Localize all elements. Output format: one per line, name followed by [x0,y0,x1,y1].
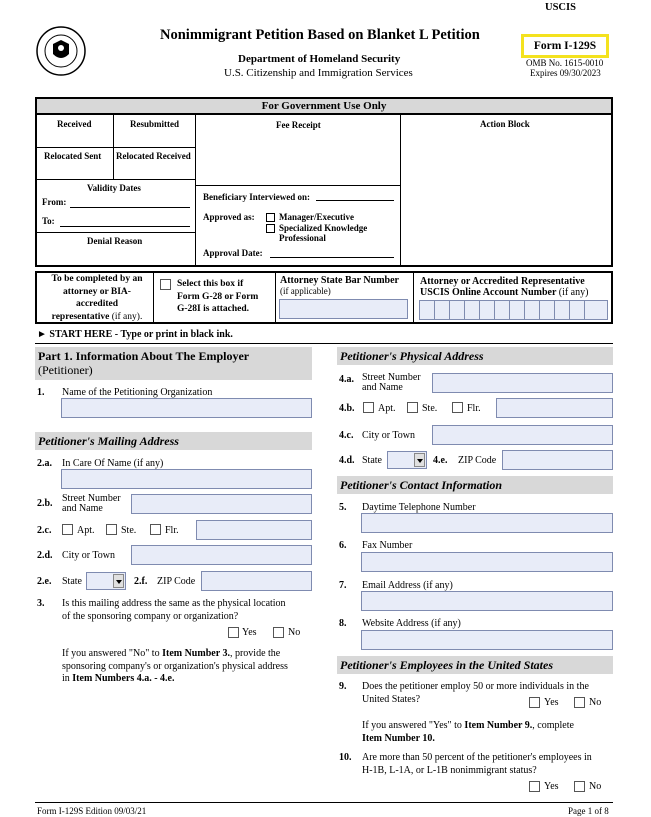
relocated-received-label: Relocated Received [116,151,191,161]
physical-address-heading: Petitioner's Physical Address [337,347,613,365]
chevron-down-icon [113,574,124,588]
item4b-number: 4.b. [339,403,355,414]
employees-heading: Petitioner's Employees in the United States [337,656,613,674]
item3-yes-checkbox[interactable] [228,627,239,638]
form-title: Nonimmigrant Petition Based on Blanket L Petition [160,27,480,43]
mailing-zip-input[interactable] [201,571,312,591]
item6-number: 6. [339,540,347,551]
item10-yes-checkbox[interactable] [529,781,540,792]
item3-no-checkbox[interactable] [273,627,284,638]
g28-attached-checkbox[interactable] [160,279,171,290]
fee-receipt-label: Fee Receipt [276,120,321,130]
item2f-number: 2.f. [134,576,148,587]
bar-number-label: Attorney State Bar Number [280,275,399,286]
item9-instruction: If you answered "Yes" to Item Number 9., complete Item Number 10. [362,720,574,744]
dhs-seal-icon [36,26,86,76]
beneficiary-interviewed-label: Beneficiary Interviewed on: [203,192,310,202]
item4d-number: 4.d. [339,455,355,466]
mailing-flr-label: Flr. [165,525,179,536]
phone-input[interactable] [361,513,613,533]
item3-instruction: If you answered "No" to Item Number 3., provide the sponsoring company's or organization's physical address in Item Numbers 4.a. - 4.e. [62,648,288,684]
website-label: Website Address (if any) [362,618,461,629]
item9-question: Does the petitioner employ 50 or more individuals in the United States? [362,681,589,705]
item3-number: 3. [37,598,45,609]
item9-no-checkbox[interactable] [574,697,585,708]
care-of-input[interactable] [61,469,312,489]
to-label: To: [42,216,55,226]
mailing-unit-input[interactable] [196,520,312,540]
resubmitted-label: Resubmitted [130,119,179,129]
chevron-down-icon [414,453,425,467]
mailing-city-label: City or Town [62,550,116,561]
item2d-number: 2.d. [37,550,53,561]
from-label: From: [42,197,67,207]
professional-label: Professional [279,233,326,243]
item9-number: 9. [339,681,347,692]
mailing-street-label: Street Number and Name [62,493,121,514]
physical-ste-label: Ste. [422,403,438,414]
item4c-number: 4.c. [339,430,354,441]
attorney-completion-note: To be completed by an attorney or BIA- accredited representative (if any). [51,274,143,322]
physical-zip-label: ZIP Code [458,455,497,466]
item10-yes-label: Yes [544,781,559,792]
expiration-date: Expires 09/30/2023 [530,68,601,78]
bar-number-note: (if applicable) [280,286,331,296]
mailing-address-heading: Petitioner's Mailing Address [35,432,312,450]
physical-street-label: Street Number and Name [362,372,421,393]
mailing-ste-checkbox[interactable] [106,524,117,535]
item3-no-label: No [288,627,301,638]
item3-question: Is this mailing address the same as the physical location of the sponsoring company or organization? [62,598,286,622]
physical-unit-input[interactable] [496,398,613,418]
g28-attached-label: Select this box if Form G-28 or Form G-28I is attached. [177,279,259,314]
uscis-label: USCIS [545,2,576,13]
item2c-number: 2.c. [37,525,52,536]
item1-label: Name of the Petitioning Organization [62,387,213,398]
mailing-apt-checkbox[interactable] [62,524,73,535]
part1-heading: Part 1. Information About The Employer (Petitioner) [35,347,312,380]
item10-no-checkbox[interactable] [574,781,585,792]
relocated-sent-label: Relocated Sent [44,151,102,161]
physical-apt-label: Apt. [378,403,396,414]
validity-dates-label: Validity Dates [87,183,141,193]
physical-state-select[interactable] [387,451,427,469]
phone-label: Daytime Telephone Number [362,502,476,513]
item2e-number: 2.e. [37,576,52,587]
footer-page-number: Page 1 of 8 [568,806,609,816]
item4e-number: 4.e. [433,455,448,466]
item10-question: Are more than 50 percent of the petitioner's employees in H-1B, L-1A, or L-1B nonimmigrant status? [362,752,592,776]
mailing-zip-label: ZIP Code [157,576,196,587]
approval-date-label: Approval Date: [203,248,263,258]
item7-number: 7. [339,580,347,591]
fax-input[interactable] [361,552,613,572]
mailing-ste-label: Ste. [121,525,137,536]
item9-yes-checkbox[interactable] [529,697,540,708]
denial-reason-label: Denial Reason [87,236,143,246]
item2b-number: 2.b. [37,498,53,509]
agency-name: U.S. Citizenship and Immigration Services [224,67,413,79]
email-label: Email Address (if any) [362,580,453,591]
received-label: Received [57,119,92,129]
email-input[interactable] [361,591,613,611]
item5-number: 5. [339,502,347,513]
omb-number: OMB No. 1615-0010 [526,58,604,68]
government-use-heading: For Government Use Only [35,97,613,115]
item1-number: 1. [37,387,45,398]
item2a-number: 2.a. [37,458,52,469]
physical-flr-checkbox[interactable] [452,402,463,413]
fax-label: Fax Number [362,540,413,551]
form-number: Form I-129S [521,34,609,58]
online-account-label-2: USCIS Online Account Number (if any) [420,287,589,298]
manager-executive-label: Manager/Executive [279,212,354,222]
item4a-number: 4.a. [339,374,354,385]
specialized-knowledge-checkbox [266,224,275,233]
physical-city-input[interactable] [432,425,613,445]
bar-number-input[interactable] [279,299,408,319]
physical-ste-checkbox[interactable] [407,402,418,413]
footer-edition: Form I-129S Edition 09/03/21 [37,806,147,816]
mailing-apt-label: Apt. [77,525,95,536]
contact-info-heading: Petitioner's Contact Information [337,476,613,494]
item3-yes-label: Yes [242,627,257,638]
item8-number: 8. [339,618,347,629]
physical-apt-checkbox[interactable] [363,402,374,413]
mailing-street-input[interactable] [131,494,312,514]
physical-city-label: City or Town [362,430,416,441]
item10-no-label: No [589,781,602,792]
start-here-instruction: ► START HERE - Type or print in black ink. [37,329,233,340]
online-account-label: Attorney or Accredited Representative [420,276,585,287]
website-input[interactable] [361,630,613,650]
physical-street-input[interactable] [432,373,613,393]
organization-name-input[interactable] [61,398,312,418]
specialized-knowledge-label: Specialized Knowledge [279,223,368,233]
action-block-label: Action Block [480,119,530,129]
item10-number: 10. [339,752,352,763]
physical-state-label: State [362,455,382,466]
department-name: Department of Homeland Security [238,53,401,65]
manager-executive-checkbox [266,213,275,222]
mailing-flr-checkbox[interactable] [150,524,161,535]
item9-yes-label: Yes [544,697,559,708]
approved-as-label: Approved as: [203,212,255,222]
physical-flr-label: Flr. [467,403,481,414]
item9-no-label: No [589,697,602,708]
online-account-input[interactable] [419,300,608,320]
mailing-city-input[interactable] [131,545,312,565]
mailing-state-label: State [62,576,82,587]
mailing-state-select[interactable] [86,572,126,590]
care-of-label: In Care Of Name (if any) [62,458,164,469]
physical-zip-input[interactable] [502,450,613,470]
